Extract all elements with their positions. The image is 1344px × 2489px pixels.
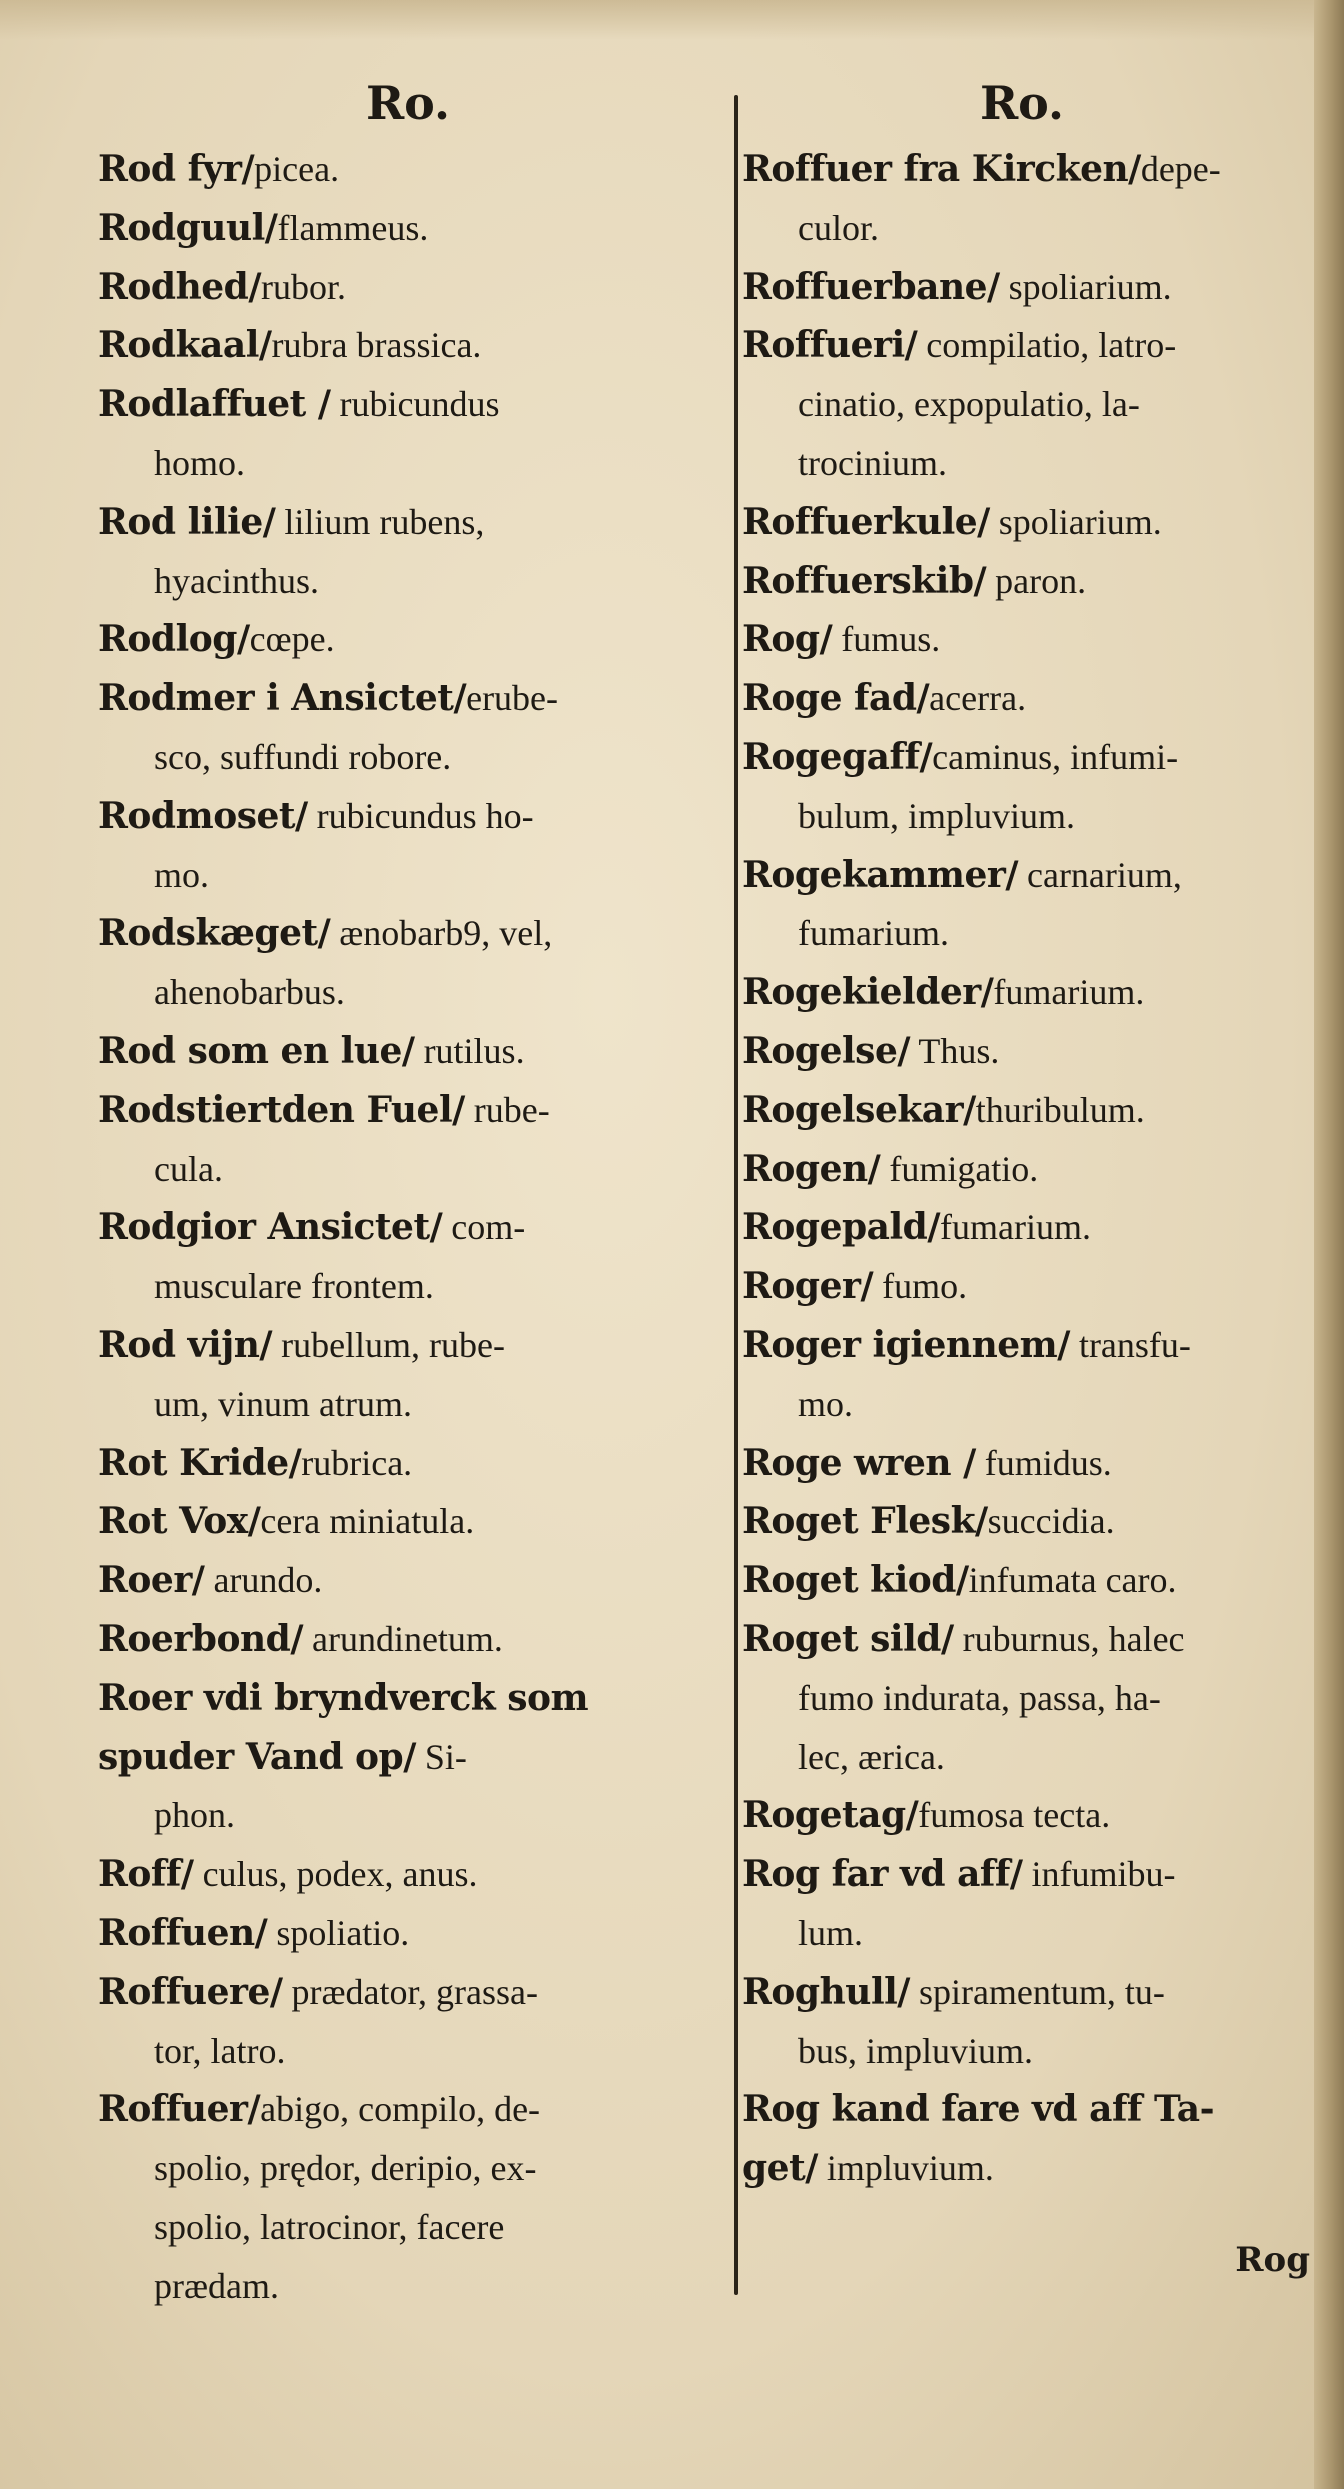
entry-headword: Rot Vox/ bbox=[98, 1500, 261, 1543]
right-column bbox=[742, 70, 1302, 2198]
entry-definition: tor, latro. bbox=[154, 2030, 286, 2071]
entry-headword: Roer vdi bryndverck som bbox=[98, 1676, 589, 1719]
entry-line bbox=[742, 1551, 1302, 1610]
entry-definition: fumarium. bbox=[940, 1207, 1091, 1248]
entry-line bbox=[98, 787, 718, 846]
entry-headword: Rot Kride/ bbox=[98, 1441, 302, 1484]
entry-definition: fumo indurata, passa, ha- bbox=[798, 1677, 1161, 1718]
dictionary-entry bbox=[98, 1904, 718, 1963]
entry-headword: spuder Vand op/ bbox=[98, 1735, 416, 1778]
entry-headword: Rodmer i Ansictet/ bbox=[98, 677, 467, 720]
entry-line bbox=[742, 1786, 1302, 1845]
entry-continuation bbox=[742, 787, 1302, 846]
dictionary-entry bbox=[98, 1610, 718, 1669]
entry-line bbox=[98, 199, 718, 258]
dictionary-entry bbox=[98, 1845, 718, 1904]
entry-line bbox=[742, 728, 1302, 787]
entry-continuation bbox=[98, 728, 718, 787]
left-running-head: Ro. bbox=[365, 76, 451, 130]
entry-headword: Rodmoset/ bbox=[98, 794, 308, 837]
entry-line bbox=[98, 1081, 718, 1140]
entry-definition: caminus, infumi- bbox=[932, 736, 1179, 777]
entry-definition: rubicundus bbox=[330, 384, 500, 425]
entry-definition: cœpe. bbox=[249, 619, 335, 660]
entry-headword: Rod som en lue/ bbox=[98, 1029, 415, 1072]
dictionary-entry bbox=[742, 1845, 1302, 1963]
entry-definition: sco, suffundi robore. bbox=[154, 736, 452, 777]
entry-definition: rubor. bbox=[261, 266, 346, 307]
entry-definition: abigo, compilo, de- bbox=[260, 2089, 541, 2130]
entry-line bbox=[98, 610, 718, 669]
entry-continuation bbox=[98, 1375, 718, 1434]
entry-line bbox=[98, 1434, 718, 1493]
entry-line bbox=[98, 1904, 718, 1963]
entry-definition: Thus. bbox=[910, 1030, 1000, 1071]
entry-continuation bbox=[742, 434, 1302, 493]
entry-headword: Roget Flesk/ bbox=[742, 1500, 988, 1543]
dictionary-entry bbox=[98, 493, 718, 611]
dictionary-entry bbox=[98, 140, 718, 199]
entry-definition: picea. bbox=[254, 149, 340, 189]
dictionary-entry bbox=[742, 1434, 1302, 1493]
entry-continuation bbox=[98, 2257, 718, 2316]
entry-definition: musculare frontem. bbox=[154, 1266, 434, 1307]
entry-line bbox=[742, 552, 1302, 611]
entry-headword: Rodlaffuet / bbox=[98, 383, 331, 426]
catchword: Rog bbox=[1235, 2240, 1310, 2280]
dictionary-entry bbox=[742, 2080, 1302, 2139]
entry-line bbox=[742, 1845, 1302, 1904]
entry-headword: Roger/ bbox=[742, 1265, 874, 1308]
entry-definition: prædam. bbox=[154, 2265, 279, 2306]
entry-line bbox=[98, 669, 718, 728]
entry-headword: Rogepald/ bbox=[742, 1206, 940, 1249]
entry-continuation bbox=[98, 552, 718, 611]
dictionary-entry bbox=[98, 1551, 718, 1610]
entry-definition: rube- bbox=[464, 1089, 550, 1130]
entry-headword: Rogetag/ bbox=[742, 1794, 919, 1837]
dictionary-entry bbox=[742, 669, 1302, 728]
entry-line bbox=[98, 1610, 718, 1669]
dictionary-entry bbox=[98, 316, 718, 375]
entry-headword: Rodskæget/ bbox=[98, 912, 331, 955]
entry-definition: lec, ærica. bbox=[798, 1736, 945, 1777]
entry-definition: flammeus. bbox=[277, 207, 429, 248]
entry-headword: Roffuere/ bbox=[98, 1970, 283, 2013]
entry-line bbox=[98, 1316, 718, 1375]
entry-headword: Rod vijn/ bbox=[98, 1323, 273, 1366]
entry-headword: Roer/ bbox=[98, 1559, 205, 1602]
entry-definition: compilatio, latro- bbox=[917, 325, 1177, 366]
entry-definition: rutilus. bbox=[414, 1030, 525, 1071]
entry-headword: Roerbond/ bbox=[98, 1617, 303, 1660]
dictionary-entry bbox=[742, 258, 1302, 317]
entry-continuation bbox=[98, 1257, 718, 1316]
entry-line bbox=[742, 1140, 1302, 1199]
entry-definition: infumata caro. bbox=[968, 1560, 1177, 1601]
entry-definition: spoliatio. bbox=[267, 1912, 410, 1953]
dictionary-entry bbox=[98, 2080, 718, 2315]
entry-headword: Rogen/ bbox=[742, 1147, 881, 1190]
entry-headword: Rodstiertden Fuel/ bbox=[98, 1088, 465, 1131]
entry-line bbox=[742, 1963, 1302, 2022]
entry-line bbox=[742, 963, 1302, 1022]
entry-line bbox=[742, 140, 1302, 199]
entry-headword: Rod fyr/ bbox=[98, 148, 255, 190]
entry-definition: trocinium. bbox=[798, 442, 947, 483]
dictionary-entry bbox=[98, 1081, 718, 1199]
dictionary-entry bbox=[742, 728, 1302, 846]
entry-continuation bbox=[98, 1786, 718, 1845]
entry-headword: Roffuer/ bbox=[98, 2088, 261, 2131]
entry-line bbox=[742, 493, 1302, 552]
entry-definition: depe- bbox=[1140, 149, 1221, 189]
entry-line bbox=[742, 1492, 1302, 1551]
entry-definition: Si- bbox=[415, 1736, 467, 1777]
entry-headword: Rodhed/ bbox=[98, 265, 261, 308]
column-rule bbox=[734, 95, 738, 2295]
entry-continuation bbox=[98, 2022, 718, 2081]
entry-headword: Rogekammer/ bbox=[742, 853, 1018, 896]
dictionary-entry bbox=[742, 2139, 1302, 2198]
entry-definition: spolio, latrocinor, facere bbox=[154, 2206, 505, 2247]
dictionary-entry bbox=[98, 258, 718, 317]
entry-line bbox=[98, 316, 718, 375]
entry-continuation bbox=[742, 904, 1302, 963]
entry-headword: Roffuerskib/ bbox=[742, 559, 987, 602]
entry-definition: carnarium, bbox=[1017, 854, 1182, 895]
entry-headword: Roge wren / bbox=[742, 1441, 976, 1484]
entry-continuation bbox=[98, 1140, 718, 1199]
entry-headword: Rogekielder/ bbox=[742, 971, 994, 1014]
entry-definition: cera miniatula. bbox=[260, 1501, 475, 1542]
dictionary-entry bbox=[742, 1022, 1302, 1081]
right-running-head: Ro. bbox=[979, 76, 1065, 130]
entry-headword: Rodgior Ansictet/ bbox=[98, 1206, 443, 1249]
entry-definition: fumarium. bbox=[993, 972, 1145, 1013]
entry-definition: thuribulum. bbox=[975, 1089, 1145, 1130]
entry-line bbox=[98, 1492, 718, 1551]
entry-definition: um, vinum atrum. bbox=[154, 1383, 412, 1424]
entry-definition: impluvium. bbox=[817, 2148, 994, 2189]
dictionary-entry bbox=[98, 375, 718, 493]
entry-definition: prædator, grassa- bbox=[282, 1971, 538, 2012]
dictionary-entry bbox=[742, 316, 1302, 492]
right-entries bbox=[742, 140, 1302, 2198]
entry-continuation bbox=[742, 1669, 1302, 1728]
entry-definition: bulum, impluvium. bbox=[798, 795, 1076, 836]
entry-line bbox=[98, 1728, 718, 1787]
entry-definition: ænobarb9, vel, bbox=[330, 913, 553, 954]
entry-continuation bbox=[742, 2022, 1302, 2081]
entry-definition: paron. bbox=[986, 560, 1087, 601]
entry-definition: succidia. bbox=[987, 1501, 1115, 1542]
entry-line bbox=[742, 2139, 1302, 2198]
dictionary-entry bbox=[742, 1257, 1302, 1316]
entry-line bbox=[98, 258, 718, 317]
entry-headword: Rog kand fare vd aff Ta- bbox=[742, 2088, 1215, 2131]
dictionary-entry bbox=[98, 1198, 718, 1316]
entry-definition: cinatio, expopulatio, la- bbox=[798, 384, 1140, 425]
entry-headword: Roffuer fra Kircken/ bbox=[742, 148, 1141, 190]
entry-headword: Roget kiod/ bbox=[742, 1559, 969, 1602]
entry-line bbox=[742, 1316, 1302, 1375]
entry-definition: spoliarium. bbox=[999, 266, 1172, 307]
entry-definition: arundo. bbox=[204, 1560, 323, 1601]
entry-continuation bbox=[98, 846, 718, 905]
dictionary-entry bbox=[742, 1963, 1302, 2081]
entry-definition: fumarium. bbox=[798, 913, 949, 954]
entry-line bbox=[742, 1022, 1302, 1081]
dictionary-entry bbox=[742, 1551, 1302, 1610]
entry-line bbox=[742, 669, 1302, 728]
dictionary-entry bbox=[98, 1492, 718, 1551]
dictionary-entry bbox=[742, 1610, 1302, 1786]
entry-line bbox=[98, 493, 718, 552]
entry-headword: Rodlog/ bbox=[98, 618, 250, 661]
entry-headword: Rogelse/ bbox=[742, 1029, 911, 1072]
entry-definition: rubrica. bbox=[301, 1442, 413, 1483]
dictionary-entry bbox=[98, 1434, 718, 1493]
entry-definition: lum. bbox=[798, 1912, 864, 1953]
entry-line bbox=[98, 1963, 718, 2022]
dictionary-entry bbox=[98, 669, 718, 787]
entry-line bbox=[742, 1434, 1302, 1493]
entry-line bbox=[742, 846, 1302, 905]
entry-line bbox=[742, 258, 1302, 317]
entry-definition: mo. bbox=[154, 854, 210, 895]
entry-definition: rubellum, rube- bbox=[272, 1324, 506, 1365]
entry-definition: infumibu- bbox=[1022, 1854, 1176, 1895]
entry-line bbox=[98, 1669, 718, 1728]
entry-headword: Roff/ bbox=[98, 1853, 194, 1896]
entry-continuation bbox=[742, 199, 1302, 258]
entry-line bbox=[98, 1022, 718, 1081]
dictionary-entry bbox=[98, 1022, 718, 1081]
entry-definition: transfu- bbox=[1069, 1324, 1191, 1365]
entry-line bbox=[742, 316, 1302, 375]
dictionary-entry bbox=[98, 787, 718, 905]
entry-headword: Rogelsekar/ bbox=[742, 1088, 976, 1131]
entry-continuation bbox=[742, 1904, 1302, 1963]
entry-continuation bbox=[742, 1728, 1302, 1787]
entry-headword: get/ bbox=[742, 2147, 818, 2190]
entry-continuation bbox=[742, 375, 1302, 434]
dictionary-entry bbox=[98, 1669, 718, 1728]
dictionary-entry bbox=[742, 1081, 1302, 1140]
left-column bbox=[98, 70, 718, 2315]
dictionary-entry bbox=[742, 1786, 1302, 1845]
entry-headword: Roghull/ bbox=[742, 1970, 910, 2013]
dictionary-entry bbox=[742, 140, 1302, 258]
entry-continuation bbox=[98, 434, 718, 493]
entry-headword: Roffuen/ bbox=[98, 1911, 268, 1954]
entry-definition: erube- bbox=[466, 678, 559, 719]
entry-line bbox=[98, 140, 718, 199]
entry-definition: culus, podex, anus. bbox=[193, 1854, 478, 1895]
entry-definition: spolio, prędor, deripio, ex- bbox=[154, 2148, 537, 2189]
entry-definition: homo. bbox=[154, 442, 246, 483]
entry-line bbox=[98, 375, 718, 434]
dictionary-entry bbox=[98, 1728, 718, 1846]
entry-continuation bbox=[742, 1375, 1302, 1434]
entry-continuation bbox=[98, 963, 718, 1022]
entry-headword: Rod lilie/ bbox=[98, 500, 276, 543]
entry-definition: cula. bbox=[154, 1148, 223, 1189]
left-entries bbox=[98, 140, 718, 2315]
dictionary-entry bbox=[742, 846, 1302, 964]
dictionary-entry bbox=[98, 904, 718, 1022]
entry-headword: Roge fad/ bbox=[742, 677, 930, 720]
entry-definition: phon. bbox=[154, 1795, 235, 1836]
entry-definition: spiramentum, tu- bbox=[909, 1971, 1165, 2012]
dictionary-entry bbox=[742, 1492, 1302, 1551]
dictionary-entry bbox=[742, 493, 1302, 552]
entry-line bbox=[742, 610, 1302, 669]
entry-definition: bus, impluvium. bbox=[798, 2030, 1034, 2071]
entry-definition: fumus. bbox=[832, 619, 941, 660]
entry-headword: Roffueri/ bbox=[742, 324, 918, 367]
page-edge bbox=[1314, 0, 1344, 2489]
entry-definition: acerra. bbox=[929, 678, 1027, 719]
entry-line bbox=[98, 904, 718, 963]
dictionary-entry bbox=[742, 963, 1302, 1022]
dictionary-entry bbox=[742, 1198, 1302, 1257]
entry-definition: mo. bbox=[798, 1383, 854, 1424]
entry-definition: rubicundus ho- bbox=[307, 795, 534, 836]
entry-line bbox=[98, 2080, 718, 2139]
entry-headword: Rodguul/ bbox=[98, 206, 278, 249]
dictionary-entry bbox=[742, 610, 1302, 669]
page-top-shadow bbox=[0, 0, 1344, 40]
entry-definition: lilium rubens, bbox=[275, 501, 485, 542]
entry-line bbox=[98, 1551, 718, 1610]
entry-line bbox=[742, 1610, 1302, 1669]
entry-definition: spoliarium. bbox=[989, 501, 1162, 542]
entry-headword: Roffuerbane/ bbox=[742, 265, 1000, 308]
entry-continuation bbox=[98, 2139, 718, 2198]
entry-definition: ahenobarbus. bbox=[154, 972, 345, 1013]
entry-line bbox=[742, 1081, 1302, 1140]
entry-headword: Roget sild/ bbox=[742, 1617, 954, 1660]
entry-line bbox=[742, 1257, 1302, 1316]
dictionary-entry bbox=[742, 1140, 1302, 1199]
entry-headword: Roger igiennem/ bbox=[742, 1323, 1070, 1366]
dictionary-entry bbox=[98, 1316, 718, 1434]
entry-definition: fumosa tecta. bbox=[918, 1795, 1111, 1836]
entry-line bbox=[98, 1198, 718, 1257]
entry-definition: fumigatio. bbox=[880, 1148, 1039, 1189]
dictionary-entry bbox=[742, 552, 1302, 611]
dictionary-entry bbox=[98, 610, 718, 669]
entry-line bbox=[742, 1198, 1302, 1257]
entry-headword: Rodkaal/ bbox=[98, 324, 272, 367]
entry-definition: arundinetum. bbox=[302, 1618, 503, 1659]
entry-headword: Roffuerkule/ bbox=[742, 500, 990, 543]
entry-definition: fumidus. bbox=[975, 1442, 1112, 1483]
dictionary-entry bbox=[98, 199, 718, 258]
entry-definition: com- bbox=[442, 1207, 526, 1248]
entry-definition: hyacinthus. bbox=[154, 560, 319, 601]
dictionary-entry bbox=[742, 1316, 1302, 1434]
entry-line bbox=[98, 1845, 718, 1904]
entry-line bbox=[742, 2080, 1302, 2139]
entry-headword: Rog/ bbox=[742, 618, 833, 661]
entry-definition: rubra brassica. bbox=[271, 325, 482, 366]
entry-continuation bbox=[98, 2198, 718, 2257]
dictionary-entry bbox=[98, 1963, 718, 2081]
entry-definition: fumo. bbox=[873, 1266, 968, 1307]
entry-headword: Rog far vd aff/ bbox=[742, 1853, 1023, 1896]
entry-definition: ruburnus, halec bbox=[953, 1618, 1185, 1659]
entry-definition: culor. bbox=[798, 207, 879, 248]
entry-headword: Rogegaff/ bbox=[742, 735, 933, 778]
